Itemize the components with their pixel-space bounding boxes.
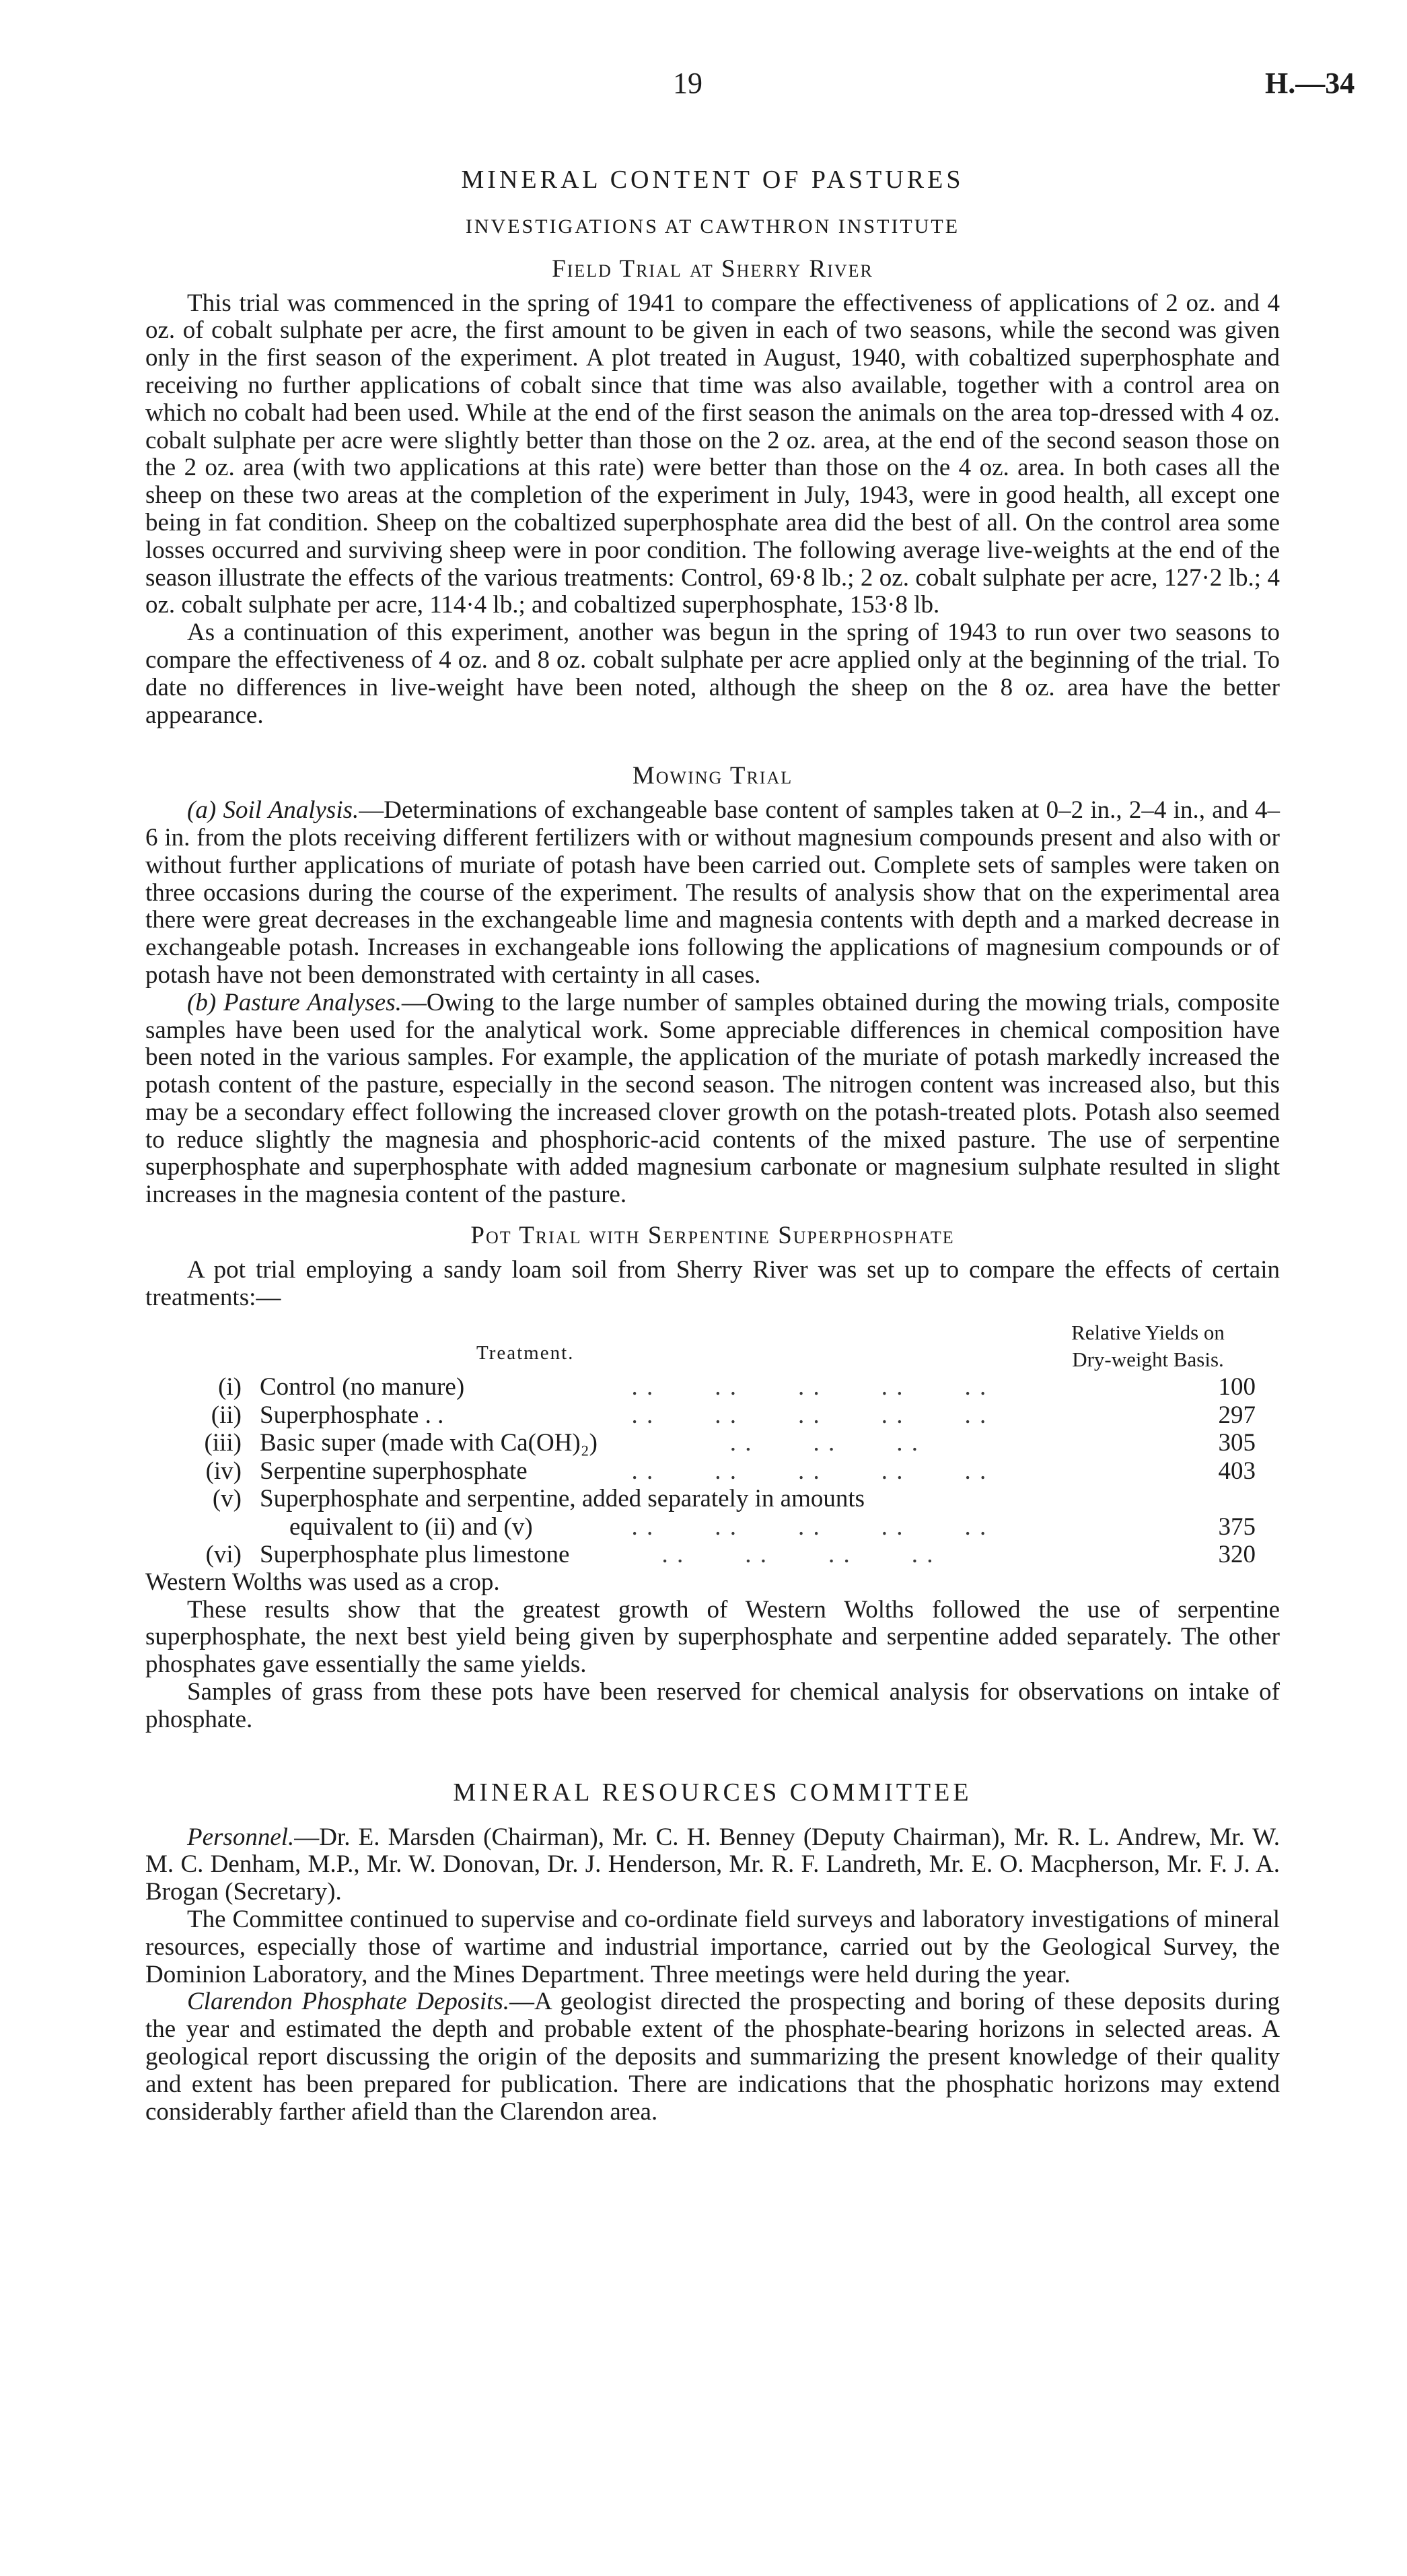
subsection-title-pot-trial: Pot Trial with Serpentine Superphosphate: [470, 1222, 955, 1250]
field-trial-paragraph-2: As a continuation of this experiment, another was begun in the spring of 1943 to run over two seasons to compare the effectiveness of 4 oz. and 8 oz. cobalt sulphate per acre applied only at the beginning of the trial. To date no differences in live-weight have been noted, although the sheep on the 8 oz. area have the better appearance.: [145, 619, 1280, 729]
table-row: [145, 1541, 1280, 1569]
results-table: [145, 1319, 1280, 1569]
row-yield-value: 320: [1218, 1541, 1256, 1569]
row-number: (v): [212, 1485, 242, 1513]
subsection-title-field-trial: Field Trial at Sherry River: [552, 255, 873, 283]
row-leader-dots: . . . . . .: [616, 1429, 919, 1457]
page-number: 19: [673, 67, 702, 100]
document-reference: H.—34: [1265, 67, 1355, 100]
pot-trial-intro: A pot trial employing a sandy loam soil from Sherry River was set up to compare the effects of certain treatments:—: [145, 1255, 1280, 1311]
row-leader-dots: . . . . . . . . . .: [616, 1512, 988, 1541]
page-content: [145, 108, 1280, 2126]
row-yield-value: 375: [1218, 1512, 1256, 1541]
section-title-mineral-content: MINERAL CONTENT OF PASTURES: [461, 166, 964, 194]
row-number: (iv): [205, 1457, 242, 1485]
row-number: (iii): [204, 1429, 242, 1457]
personnel-text: —Dr. E. Marsden (Chairman), Mr. C. H. Benney (Deputy Chairman), Mr. R. L. Andrew, Mr. W. M. C. Denham, M.P., Mr. W. Donovan, Dr. J. Henderson, Mr. R. F. Landreth, Mr. E. O. Macpherson, Mr. F. J. A. Brogan (Secretary).: [145, 1823, 1280, 1906]
pot-trial-samples-paragraph: Samples of grass from these pots have been reserved for chemical analysis for observations on intake of phosphate.: [145, 1678, 1280, 1733]
row-leader-dots: . . . . . . . . . .: [616, 1401, 988, 1429]
crop-note: Western Wolths was used as a crop.: [145, 1568, 500, 1596]
personnel-paragraph: [145, 1824, 1280, 1906]
row-number: (vi): [205, 1541, 242, 1569]
results-table-header: [145, 1319, 1280, 1373]
table-row: [145, 1457, 1280, 1486]
personnel-label: Personnel.: [187, 1823, 295, 1851]
row-leader-dots: . . . . . . . . . .: [616, 1373, 988, 1401]
row-yield-value: 403: [1218, 1457, 1256, 1485]
row-yield-value: 305: [1218, 1429, 1256, 1457]
field-trial-paragraph-1: This trial was commenced in the spring of 1941 to compare the effectiveness of applications of 2 oz. and 4 oz. of cobalt sulphate per acre, the first amount to be given in each of two seasons, while the second was given only in the first season of the experiment. A plot treated in August, 1940, with cobaltized superphosphate and receiving no further applications of cobalt since that time was also available, together with a control area on which no cobalt had been used. While at the end of the first season the animals on the area top-dressed with 4 oz. cobalt sulphate per acre were slightly better than those on the 2 oz. area, at the end of the second season those on the 2 oz. area (with two applications at this rate) were better than those on the 4 oz. area. In both cases all the sheep on these two areas at the completion of the experiment in July, 1943, were in good health, all except one being in fat condition. Sheep on the cobaltized superphosphate area did the best of all. On the control area some losses occurred and surviving sheep were in poor condition. The following average live-weights at the end of the season illustrate the effects of the various treatments: Control, 69·8 lb.; 2 oz. cobalt sulphate per acre, 127·2 lb.; 4 oz. cobalt sulphate per acre, 114·4 lb.; and cobaltized superphosphate, 153·8 lb.: [145, 289, 1280, 619]
clarendon-paragraph: [145, 1988, 1280, 2126]
clarendon-text: —A geologist directed the prospecting and boring of these deposits during the year and estimated the depth and probable extent of the phosphate-bearing horizons in selected areas. A geological report discussing the origin of the deposits and summarizing the present knowledge of their quality and extent has been prepared for publication. There are indications that the phosphatic horizons may extend considerably farther afield than the Clarendon area.: [145, 1988, 1280, 2126]
pot-trial-results-paragraph: These results show that the greatest growth of Western Wolths followed the use of serpentine superphosphate, the next best yield being given by superphosphate and serpentine added separately. The other phosphates gave essentially the same yields.: [145, 1595, 1280, 1679]
row-leader-dots: . . . . . . . .: [616, 1541, 935, 1569]
section-title-mineral-resources-committee: MINERAL RESOURCES COMMITTEE: [453, 1778, 972, 1807]
table-row: [145, 1485, 1280, 1513]
table-row: [145, 1401, 1280, 1430]
committee-paragraph: The Committee continued to supervise and co-ordinate field surveys and laboratory investigations of mineral resources, especially those of wartime and industrial importance, carried out by the Geological Survey, the Dominion Laboratory, and the Mines Department. Three meetings were held during the year.: [145, 1906, 1280, 1988]
row-treatment: Superphosphate plus limestone: [260, 1541, 570, 1569]
row-number: (ii): [211, 1401, 242, 1429]
soil-analysis-label: Soil Analysis.: [223, 796, 359, 825]
pasture-analyses-text: —Owing to the large number of samples obtained during the mowing trials, composite samples have been used for the analytical work. Some appreciable differences in chemical composition have been noted in the various samples. For example, the application of the muriate of potash markedly increased the potash content of the pasture, especially in the second season. The nitrogen content was increased also, but this may be a secondary effect following the increased clover growth on the potash-treated plots. Potash also seemed to reduce slightly the magnesia and phosphoric-acid contents of the mixed pasture. The use of serpentine superphosphate and superphosphate with added magnesium carbonate or magnesium sulphate resulted in slight increases in the magnesia content of the pasture.: [145, 988, 1280, 1209]
pasture-analyses-prefix: (b): [187, 988, 224, 1016]
table-row: [145, 1429, 1280, 1457]
row-treatment: Serpentine superphosphate: [260, 1457, 528, 1485]
soil-analysis-paragraph: [145, 797, 1280, 989]
soil-analysis-text: —Determinations of exchangeable base content of samples taken at 0–2 in., 2–4 in., and 4–6 in. from the plots receiving different fertilizers with or without magnesium compounds present and also with or without further applications of muriate of potash have been carried out. Complete sets of samples were taken on three occasions during the course of the experiment. The results of analysis show that on the experimental area there were great decreases in the exchangeable lime and magnesia contents with depth and a marked decrease in exchangeable potash. Increases in exchangeable ions following the applications of magnesium compounds or of potash have not been demonstrated with certainty in all cases.: [145, 796, 1280, 989]
row-leader-dots: . . . . . . . . . .: [616, 1457, 988, 1485]
table-row: [145, 1513, 1280, 1541]
row-treatment: Superphosphate . .: [260, 1401, 444, 1429]
column-header-treatment: Treatment.: [476, 1342, 575, 1364]
row-treatment: Control (no manure): [260, 1373, 465, 1401]
column-header-yields: [1027, 1319, 1269, 1373]
table-row: [145, 1373, 1280, 1401]
clarendon-label: Clarendon Phosphate Deposits.: [187, 1988, 510, 2016]
row-number: (i): [218, 1373, 242, 1401]
section-subtitle-cawthron: INVESTIGATIONS AT CAWTHRON INSTITUTE: [465, 215, 960, 238]
soil-analysis-prefix: (a): [187, 796, 223, 825]
subsection-title-mowing-trial: Mowing Trial: [632, 762, 793, 790]
row-treatment: Basic super (made with Ca(OH)₂): [260, 1429, 598, 1457]
pasture-analyses-label: Pasture Analyses.: [223, 988, 402, 1016]
row-yield-value: 100: [1218, 1373, 1256, 1401]
column-header-yields-line1: Relative Yields on: [1071, 1321, 1225, 1345]
column-header-yields-line2: Dry-weight Basis.: [1072, 1348, 1224, 1372]
row-yield-value: 297: [1218, 1401, 1256, 1429]
row-treatment: equivalent to (ii) and (v): [289, 1512, 533, 1541]
pasture-analyses-paragraph: [145, 989, 1280, 1209]
row-treatment: Superphosphate and serpentine, added separately in amounts: [260, 1485, 865, 1513]
